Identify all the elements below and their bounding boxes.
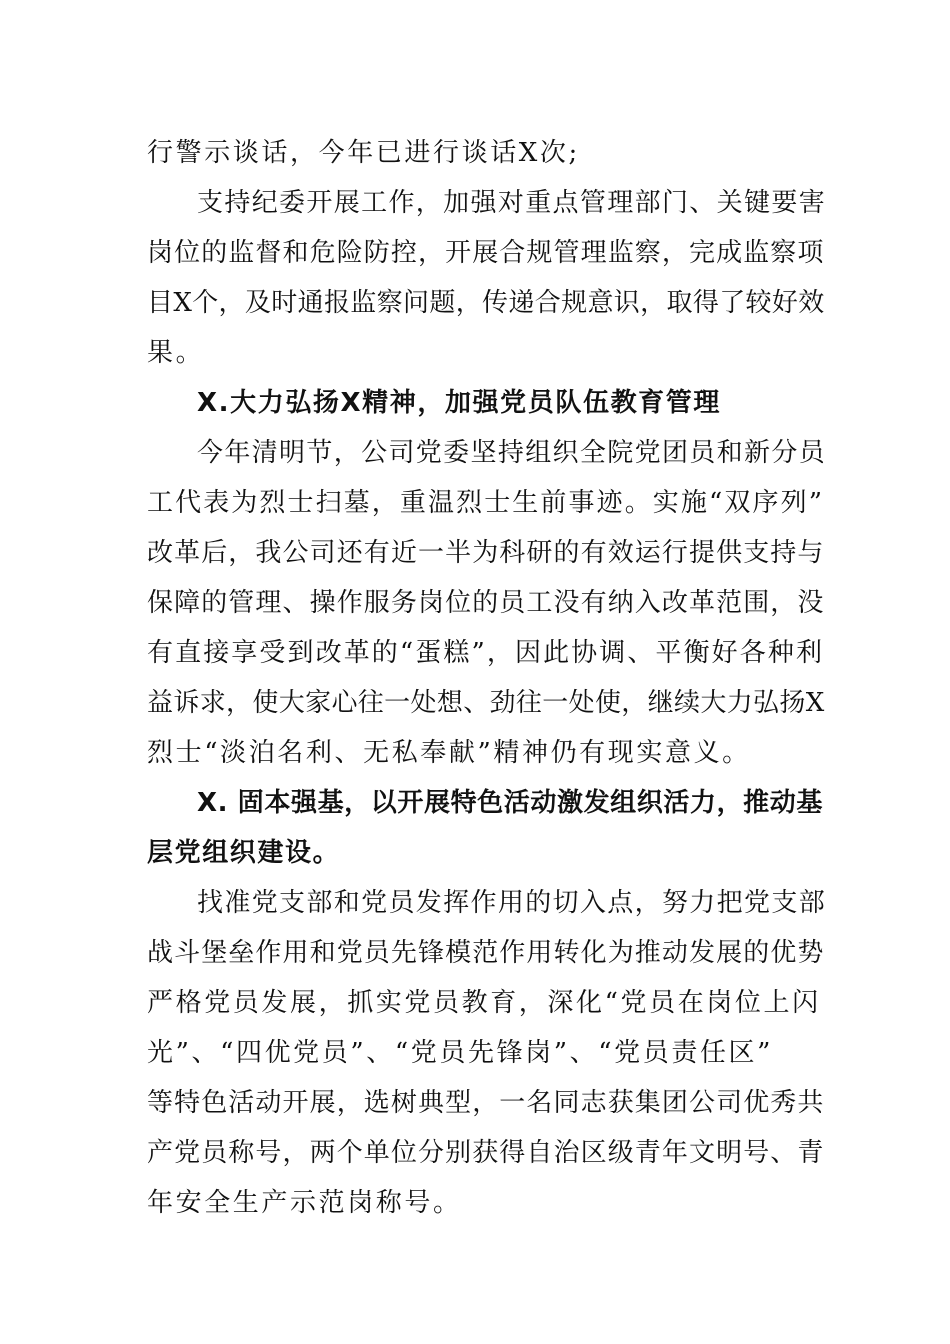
paragraph-line: 工代表为烈士扫墓，重温烈士生前事迹。实施“双序列” xyxy=(147,488,825,518)
paragraph-line: 今年清明节，公司党委坚持组织全院党团员和新分员 xyxy=(197,438,827,468)
paragraph-line: 严格党员发展，抓实党员教育，深化“党员在岗位上闪 xyxy=(147,988,821,1018)
paragraph-line: 目X个，及时通报监察问题，传递合规意识，取得了较好效 xyxy=(147,288,825,318)
section-heading: 层党组织建设。 xyxy=(147,838,341,868)
paragraph-line: 战斗堡垒作用和党员先锋模范作用转化为推动发展的优势 xyxy=(147,938,825,968)
paragraph-line: 支持纪委开展工作，加强对重点管理部门、关键要害 xyxy=(197,188,827,218)
paragraph-line: 改革后，我公司还有近一半为科研的有效运行提供支持与 xyxy=(147,538,825,568)
paragraph-line: 产党员称号，两个单位分别获得自治区级青年文明号、青 xyxy=(147,1138,825,1168)
section-heading: X.大力弘扬X精神，加强党员队伍教育管理 xyxy=(197,388,721,418)
paragraph-line: 保障的管理、操作服务岗位的员工没有纳入改革范围，没 xyxy=(147,588,825,618)
paragraph-line: 果。 xyxy=(147,338,205,368)
paragraph-line: 年安全生产示范岗称号。 xyxy=(147,1188,462,1218)
section-heading: X. 固本强基，以开展特色活动激发组织活力，推动基 xyxy=(197,788,823,818)
paragraph-line: 行警示谈话，今年已进行谈话X次; xyxy=(147,138,580,168)
paragraph-line: 有直接享受到改革的“蛋糕”，因此协调、平衡好各种利 xyxy=(147,638,825,668)
paragraph-line: 烈士“淡泊名利、无私奉献”精神仍有现实意义。 xyxy=(147,738,751,768)
paragraph-line: 找准党支部和党员发挥作用的切入点，努力把党支部 xyxy=(197,888,827,918)
paragraph-line: 益诉求，使大家心往一处想、劲往一处使，继续大力弘扬X xyxy=(147,688,825,718)
paragraph-line: 光”、“四优党员”、“党员先锋岗”、“党员责任区” xyxy=(147,1038,774,1068)
paragraph-line: 等特色活动开展，选树典型，一名同志获集团公司优秀共 xyxy=(147,1088,825,1118)
paragraph-line: 岗位的监督和危险防控，开展合规管理监察，完成监察项 xyxy=(147,238,825,268)
